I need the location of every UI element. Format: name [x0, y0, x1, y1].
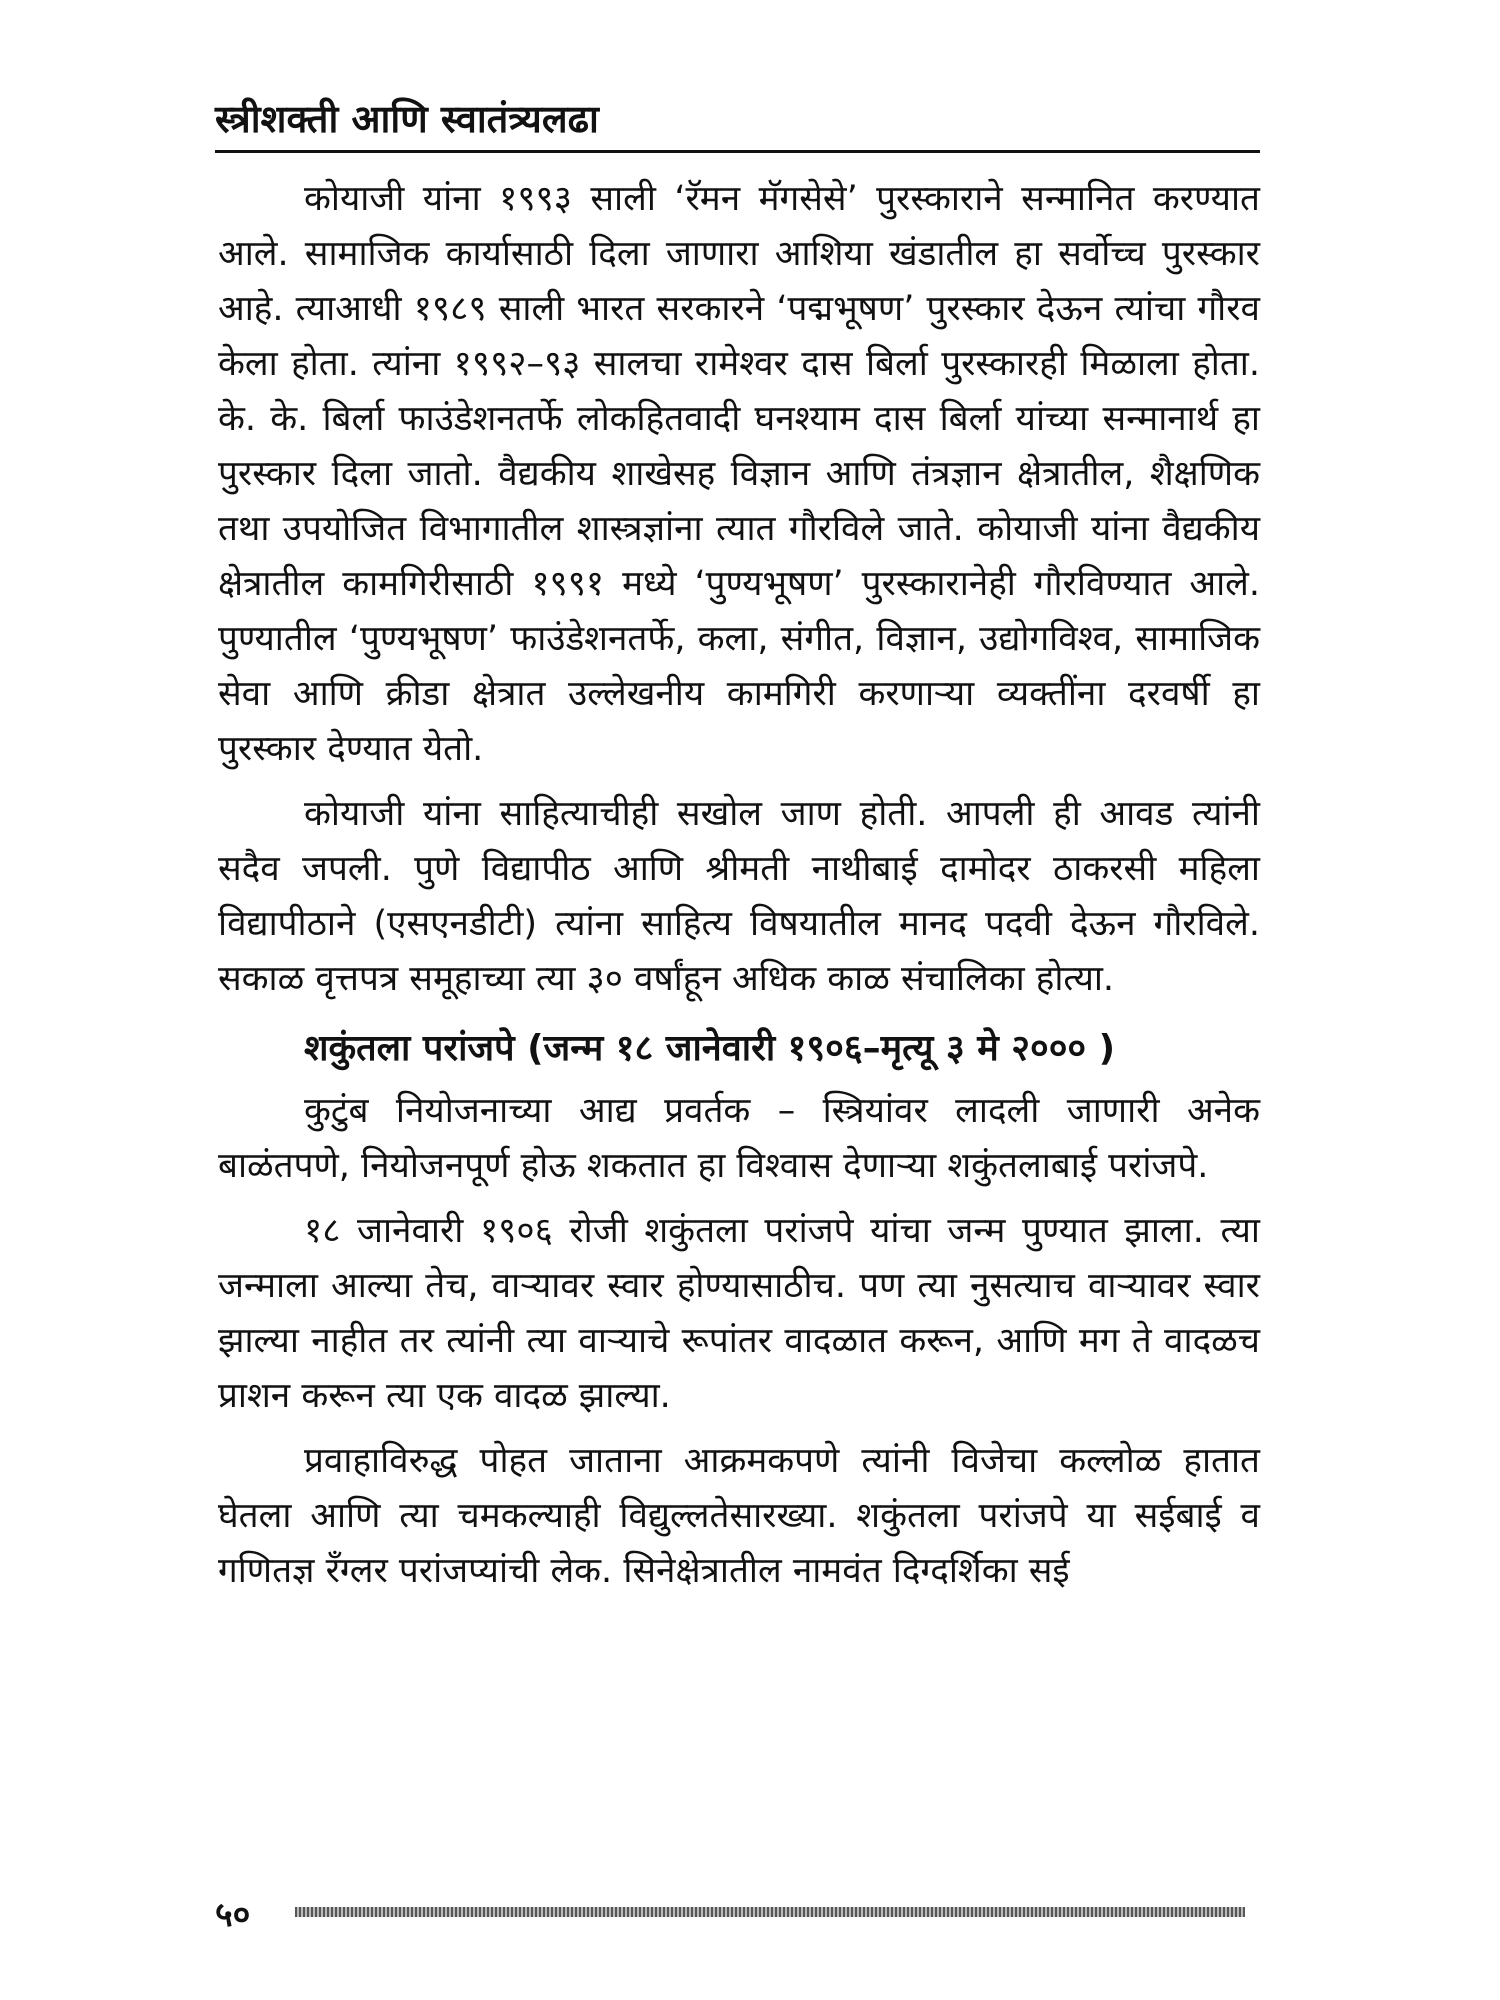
- body-text: [218, 172, 1260, 1599]
- footer-rule: [295, 1907, 1245, 1917]
- paragraph-awards: कोयाजी यांना १९९३ साली ‘रॅमन मॅगसेसे’ पुरस्काराने सन्मानित करण्यात आले. सामाजिक कार्यासाठी दिला जाणारा आशिया खंडातील हा सर्वोच्च पुरस्कार आहे. त्याआधी १९८९ साली भारत सरकारने ‘पद्मभूषण’ पुरस्कार देऊन त्यांचा गौरव केला होता. त्यांना १९९२–९३ सालचा रामेश्वर दास बिर्ला पुरस्कारही मिळाला होता. के. के. बिर्ला फाउंडेशनतर्फे लोकहितवादी घनश्याम दास बिर्ला यांच्या सन्मानार्थ हा पुरस्कार दिला जातो. वैद्यकीय शाखेसह विज्ञान आणि तंत्रज्ञान क्षेत्रातील, शैक्षणिक तथा उपयोजित विभागातील शास्त्रज्ञांना त्यात गौरविले जाते. कोयाजी यांना वैद्यकीय क्षेत्रातील कामगिरीसाठी १९९१ मध्ये ‘पुण्यभूषण’ पुरस्कारानेही गौरविण्यात आले. पुण्यातील ‘पुण्यभूषण’ फाउंडेशनतर्फे, कला, संगीत, विज्ञान, उद्योगविश्व, सामाजिक सेवा आणि क्रीडा क्षेत्रात उल्लेखनीय कामगिरी करणाऱ्या व्यक्तींना दरवर्षी हा पुरस्कार देण्यात येतो.: [218, 179, 1260, 769]
- paragraph-family: प्रवाहाविरुद्ध पोहत जाताना आक्रमकपणे त्यांनी विजेचा कल्लोळ हातात घेतला आणि त्या चमकल्याही विद्युल्लतेसारख्या. शकुंतला परांजपे या सईबाई व गणितज्ञ रँग्लर परांजप्यांची लेक. सिनेक्षेत्रातील नामवंत दिग्दर्शिका सई: [218, 1441, 1260, 1591]
- header-rule: [215, 150, 1260, 153]
- section-heading: शकुंतला परांजपे (जन्म १८ जानेवारी १९०६–मृत्यू ३ मे २००० ): [304, 1028, 1116, 1069]
- paragraph-intro: कुटुंब नियोजनाच्या आद्य प्रवर्तक – स्त्रियांवर लादली जाणारी अनेक बाळंतपणे, नियोजनपूर्ण होऊ शकतात हा विश्वास देणाऱ्या शकुंतलाबाई परांजपे.: [218, 1091, 1260, 1186]
- page-number: ५०: [215, 1895, 251, 1935]
- paragraph-literature: कोयाजी यांना साहित्याचीही सखोल जाण होती. आपली ही आवड त्यांनी सदैव जपली. पुणे विद्यापीठ आणि श्रीमती नाथीबाई दामोदर ठाकरसी महिला विद्यापीठाने (एसएनडीटी) त्यांना साहित्य विषयातील मानद पदवी देऊन गौरविले. सकाळ वृत्तपत्र समूहाच्या त्या ३० वर्षांहून अधिक काळ संचालिका होत्या.: [218, 794, 1260, 999]
- page-footer: [215, 1895, 1265, 1935]
- paragraph-birth: १८ जानेवारी १९०६ रोजी शकुंतला परांजपे यांचा जन्म पुण्यात झाला. त्या जन्माला आल्या तेच, वाऱ्यावर स्वार होण्यासाठीच. पण त्या नुसत्याच वाऱ्यावर स्वार झाल्या नाहीत तर त्यांनी त्या वाऱ्याचे रूपांतर वादळात करून, आणि मग ते वादळच प्राशन करून त्या एक वादळ झाल्या.: [218, 1211, 1260, 1416]
- running-header-title: स्त्रीशक्ती आणि स्वातंत्र्यलढा: [215, 97, 599, 141]
